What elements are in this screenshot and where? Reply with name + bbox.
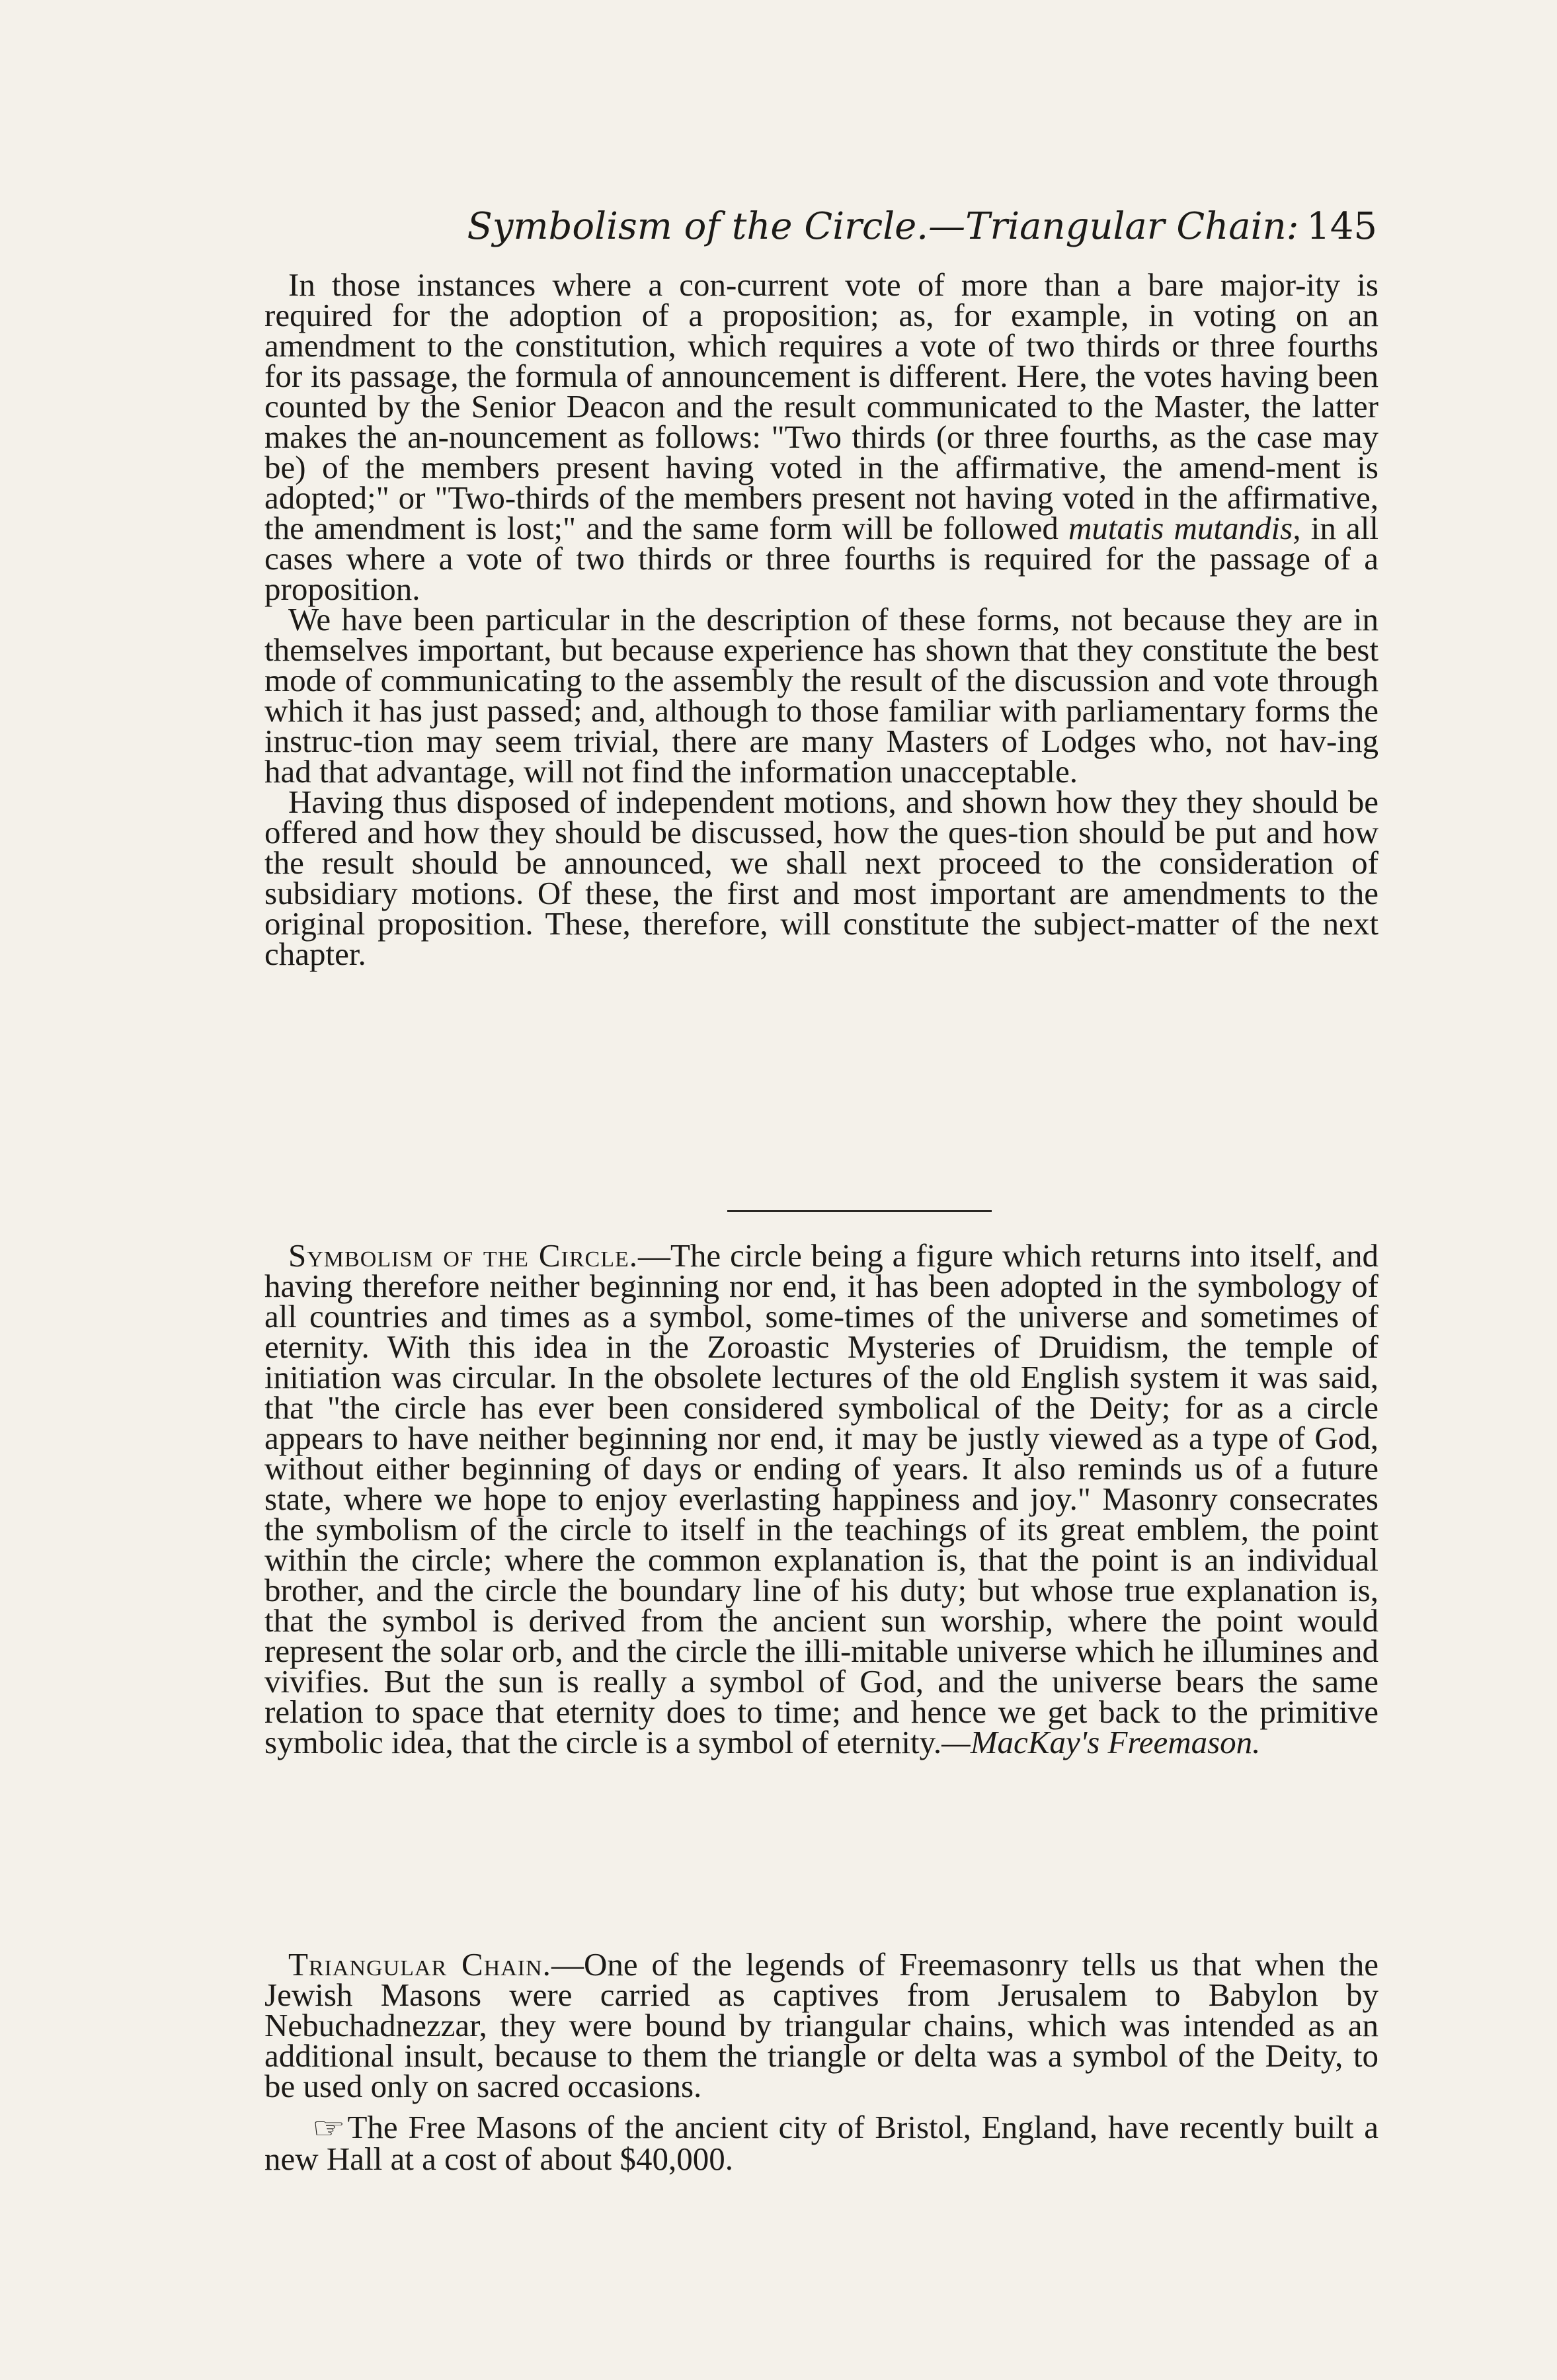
- paragraph-subsidiary-motions: Having thus disposed of independent motions, and shown how they they should be offered and how they should be discussed, how the ques-tion should be put and how the result should be announced, we shall next proceed to the consideration of subsidiary motions. Of these, the first and most important are amendments to the original proposition. These, therefore, will constitute the subject-matter of the next chapter.: [264, 784, 1378, 972]
- circle-heading: Symbolism of the Circle.: [288, 1237, 638, 1274]
- triangular-heading: Triangular Chain.: [288, 1946, 551, 1983]
- bristol-paragraph: ☞The Free Masons of the ancient city of Bristol, England, have recently built a new Hall at a cost of about $40,000.: [264, 2109, 1378, 2177]
- paragraph-vote-announcement: In those instances where a con-current vote of more than a bare major-ity is required for the adoption of a proposition; as, for example, in voting on an amendment to the constitution, which requires a vote of two thirds or three fourths for its passage, the formula of announcement is different. Here, the votes having been counted by the Senior Deacon and the result communicated to the Master, the latter makes the an-nouncement as follows: "Two thirds (or three fourths, as the case may be) of the members present having voted in the affirmative, the amend-ment is adopted;" or "Two-thirds of the members present not having voted in the affirmative, the amendment is lost;" and the same form will be followed mutatis mutandis, in all cases where a vote of two thirds or three fourths is required for the passage of a proposition.: [264, 267, 1379, 607]
- triangular-section: [264, 1946, 1378, 2104]
- section-divider: [727, 1210, 992, 1212]
- pointing-hand-icon: ☞: [311, 2112, 346, 2145]
- page-number: 145: [1306, 205, 1377, 248]
- latin-phrase: mutatis mutandis,: [1068, 510, 1301, 546]
- paragraph-forms: We have been particular in the description of these forms, not because they are in themselves important, but because experience has shown that they constitute the best mode of communicating to the assembly the result of the discussion and vote through which it has just passed; and, although to those familiar with parliamentary forms the instruc-tion may seem trivial, there are many Masters of Lodges who, not hav-ing had that advantage, will not find the information unacceptable.: [264, 601, 1378, 790]
- running-header: [389, 204, 1377, 250]
- bristol-note: [264, 2109, 1378, 2177]
- parliamentary-section: [264, 267, 1379, 972]
- circle-paragraph: Symbolism of the Circle.—The circle being a figure which returns into itself, and having therefore neither beginning nor end, it has been adopted in the symbology of all countries and times as a symbol, some-times of the universe and sometimes of eternity. With this idea in the Zoroastic Mysteries of Druidism, the temple of initiation was circular. In the obsolete lectures of the old English system it was said, that "the circle has ever been considered symbolical of the Deity; for as a circle appears to have neither beginning nor end, it may be justly viewed as a type of God, without either beginning of days or ending of years. It also reminds us of a future state, where we hope to enjoy everlasting happiness and joy." Masonry consecrates the symbolism of the circle to itself in the teachings of its great emblem, the point within the circle; where the common explanation is, that the point is an individual brother, and the circle the boundary line of his duty; but whose true explanation is, that the symbol is derived from the ancient sun worship, where the point would represent the solar orb, and the circle the illi-mitable universe which he illumines and vivifies. But the sun is really a symbol of God, and the universe bears the same relation to space that eternity does to time; and hence we get back to the primitive symbolic idea, that the circle is a symbol of eternity.—MacKay's Freemason.: [264, 1237, 1378, 1760]
- circle-source: —MacKay's Freemason.: [941, 1724, 1261, 1760]
- circle-section: [264, 1237, 1378, 1760]
- running-title: Symbolism of the Circle.—Triangular Chain:: [467, 205, 1299, 248]
- triangular-paragraph: Triangular Chain.—One of the legends of Freemasonry tells us that when the Jewish Masons were carried as captives from Jerusalem to Babylon by Nebuchadnezzar, they were bound by triangular chains, which was intended as an additional insult, because to them the triangle or delta was a symbol of the Deity, to be used only on sacred occasions.: [264, 1946, 1378, 2104]
